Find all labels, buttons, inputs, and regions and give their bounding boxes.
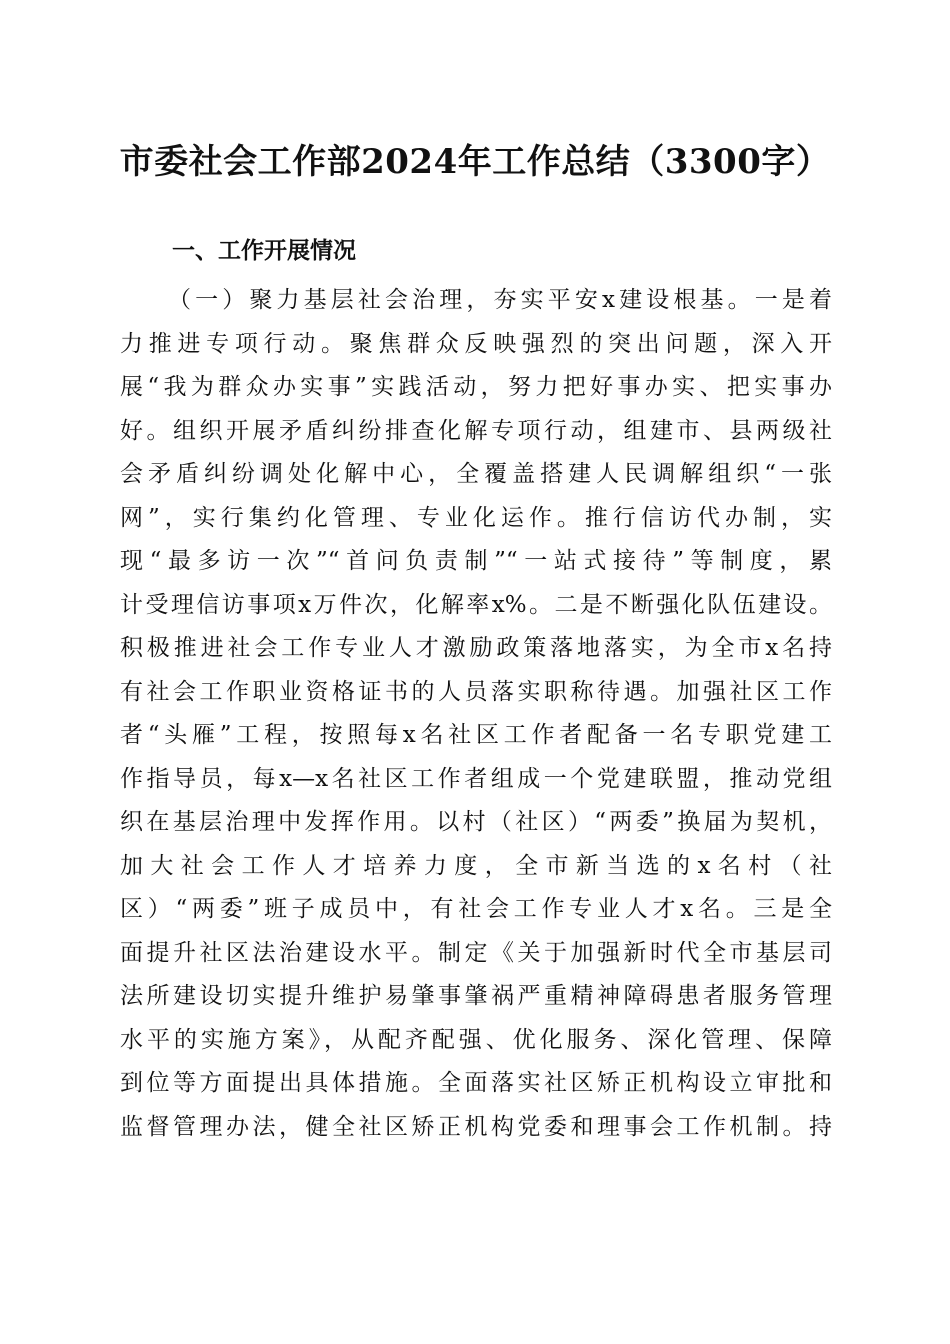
paragraph-line: （一）聚力基层社会治理，夯实平安x建设根基。一是着 <box>168 287 832 313</box>
paragraph-line: 计受理信访事项x万件次，化解率x%。二是不断强化队伍建设。 <box>120 591 832 618</box>
paragraph-line: 会矛盾纠纷调处化解中心，全覆盖搭建人民调解组织“一张 <box>120 461 832 487</box>
paragraph-line: 好。组织开展矛盾纠纷排查化解专项行动，组建市、县两级社 <box>120 417 832 444</box>
paragraph-line: 作指导员，每x—x名社区工作者组成一个党建联盟，推动党组 <box>120 765 832 792</box>
paragraph-line: 监督管理办法，健全社区矫正机构党委和理事会工作机制。持 <box>120 1113 832 1140</box>
paragraph-line: 网”，实行集约化管理、专业化运作。推行信访代办制，实 <box>120 504 832 531</box>
paragraph-line: 者“头雁”工程，按照每x名社区工作者配备一名专职党建工 <box>120 722 832 748</box>
paragraph-line: 力推进专项行动。聚焦群众反映强烈的突出问题，深入开 <box>120 330 832 357</box>
paragraph-line: 加大社会工作人才培养力度，全市新当选的x名村（社 <box>120 852 832 879</box>
paragraph-line: 展“我为群众办实事”实践活动，努力把好事办实、把实事办 <box>120 374 832 400</box>
paragraph-line: 区）“两委”班子成员中，有社会工作专业人才x名。三是全 <box>120 896 832 922</box>
paragraph-line: 面提升社区法治建设水平。制定《关于加强新时代全市基层司 <box>120 939 832 966</box>
paragraph-line: 水平的实施方案》，从配齐配强、优化服务、深化管理、保障 <box>120 1026 832 1053</box>
paragraph-line: 到位等方面提出具体措施。全面落实社区矫正机构设立审批和 <box>120 1070 832 1096</box>
paragraph-line: 现“最多访一次”“首问负责制”“一站式接待”等制度，累 <box>120 548 832 574</box>
paragraph-line: 织在基层治理中发挥作用。以村（社区）“两委”换届为契机， <box>120 809 832 835</box>
paragraph-line: 有社会工作职业资格证书的人员落实职称待遇。加强社区工作 <box>120 678 832 705</box>
document-title: 市委社会工作部2024年工作总结（3300字） <box>119 142 831 182</box>
paragraph-line: 法所建设切实提升维护易肇事肇祸严重精神障碍患者服务管理 <box>120 983 832 1009</box>
paragraph-line: 积极推进社会工作专业人才激励政策落地落实，为全市x名持 <box>120 635 832 661</box>
section-heading: 一、工作开展情况 <box>172 238 356 264</box>
body-paragraph <box>120 279 832 1149</box>
